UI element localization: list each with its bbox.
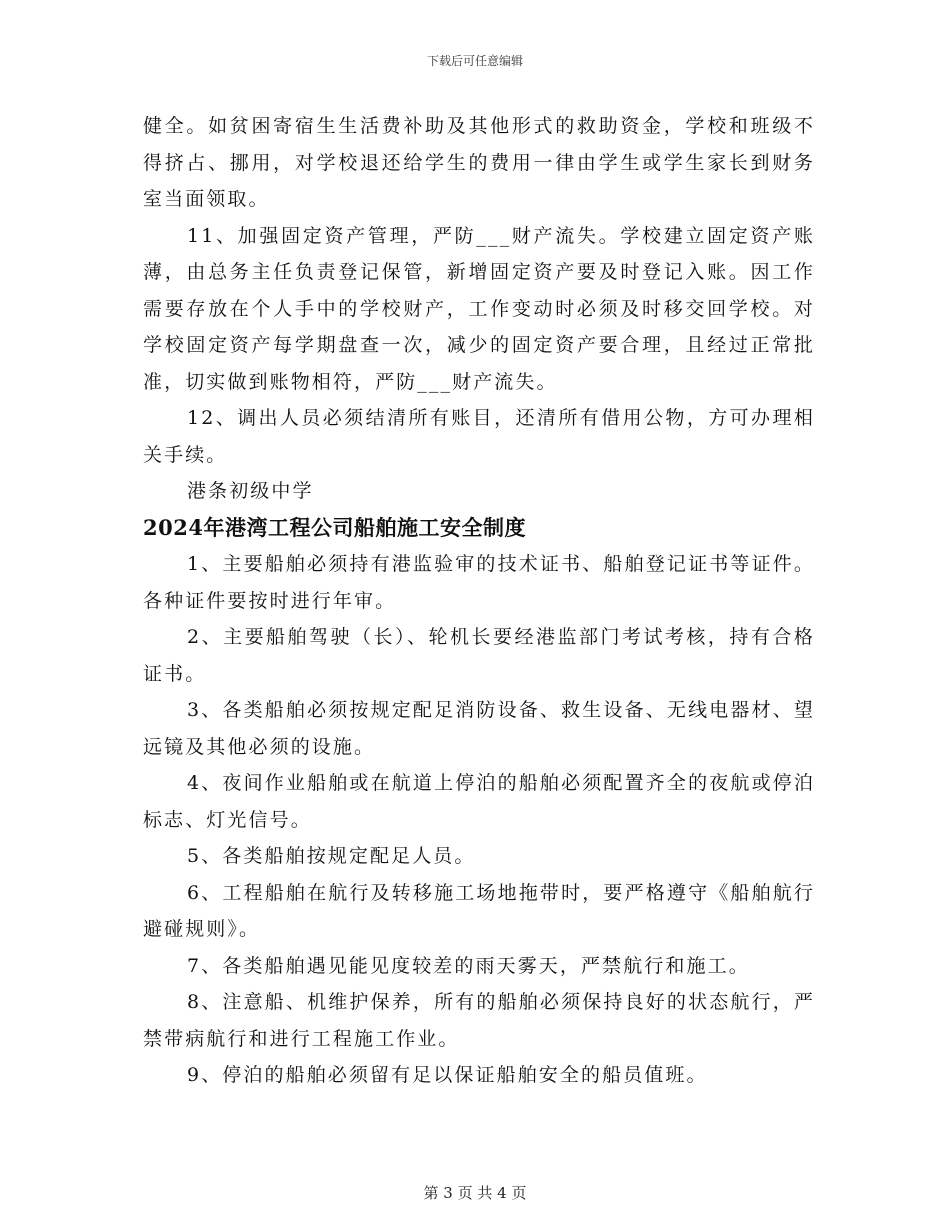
- rule-item-6: 6、工程船舶在航行及转移施工场地拖带时，要严格遵守《船舶航行避碰规则》。: [143, 881, 815, 940]
- paragraph-item-12: 12、调出人员必须结清所有账目，还清所有借用公物，方可办理相关手续。: [143, 407, 815, 466]
- rule-item-1: 1、主要船舶必须持有港监验审的技术证书、船舶登记证书等证件。各种证件要按时进行年审。: [143, 553, 815, 612]
- rule-item-5: 5、各类船舶按规定配足人员。: [187, 845, 476, 867]
- rule-item-2: 2、主要船舶驾驶（长）、轮机长要经港监部门考试考核，持有合格证书。: [143, 626, 815, 685]
- paragraph-continuation: 健全。如贫困寄宿生生活费补助及其他形式的救助资金，学校和班级不得挤占、挪用，对学校退还给学生的费用一律由学生或学生家长到财务室当面领取。: [143, 115, 815, 210]
- section-title: 2024年港湾工程公司船舶施工安全制度: [143, 514, 526, 540]
- rule-item-3: 3、各类船舶必须按规定配足消防设备、救生设备、无线电器材、望远镜及其他必须的设施。: [143, 699, 815, 758]
- paragraph-item-11: 11、加强固定资产管理，严防___财产流失。学校建立固定资产账薄，由总务主任负责登记保管，新增固定资产要及时登记入账。因工作需要存放在个人手中的学校财产，工作变动时必须及时移交回学校。对学校固定资产每学期盘查一次，减少的固定资产要合理，且经过正常批准，切实做到账物相符，严防___财产流失。: [143, 224, 815, 393]
- school-signature: 港条初级中学: [187, 480, 314, 502]
- page-footer: 第 3 页 共 4 页: [423, 1184, 527, 1202]
- rule-item-4: 4、夜间作业船舶或在航道上停泊的船舶必须配置齐全的夜航或停泊标志、灯光信号。: [143, 772, 815, 831]
- rule-item-9: 9、停泊的船舶必须留有足以保证船舶安全的船员值班。: [187, 1064, 708, 1086]
- page-header: 下载后可任意编辑: [426, 54, 523, 68]
- rule-item-7: 7、各类船舶遇见能见度较差的雨天雾天，严禁航行和施工。: [187, 954, 750, 977]
- rule-item-8: 8、注意船、机维护保养，所有的船舶必须保持良好的状态航行，严禁带病航行和进行工程施工作业。: [143, 991, 815, 1050]
- document-body: [143, 108, 815, 1094]
